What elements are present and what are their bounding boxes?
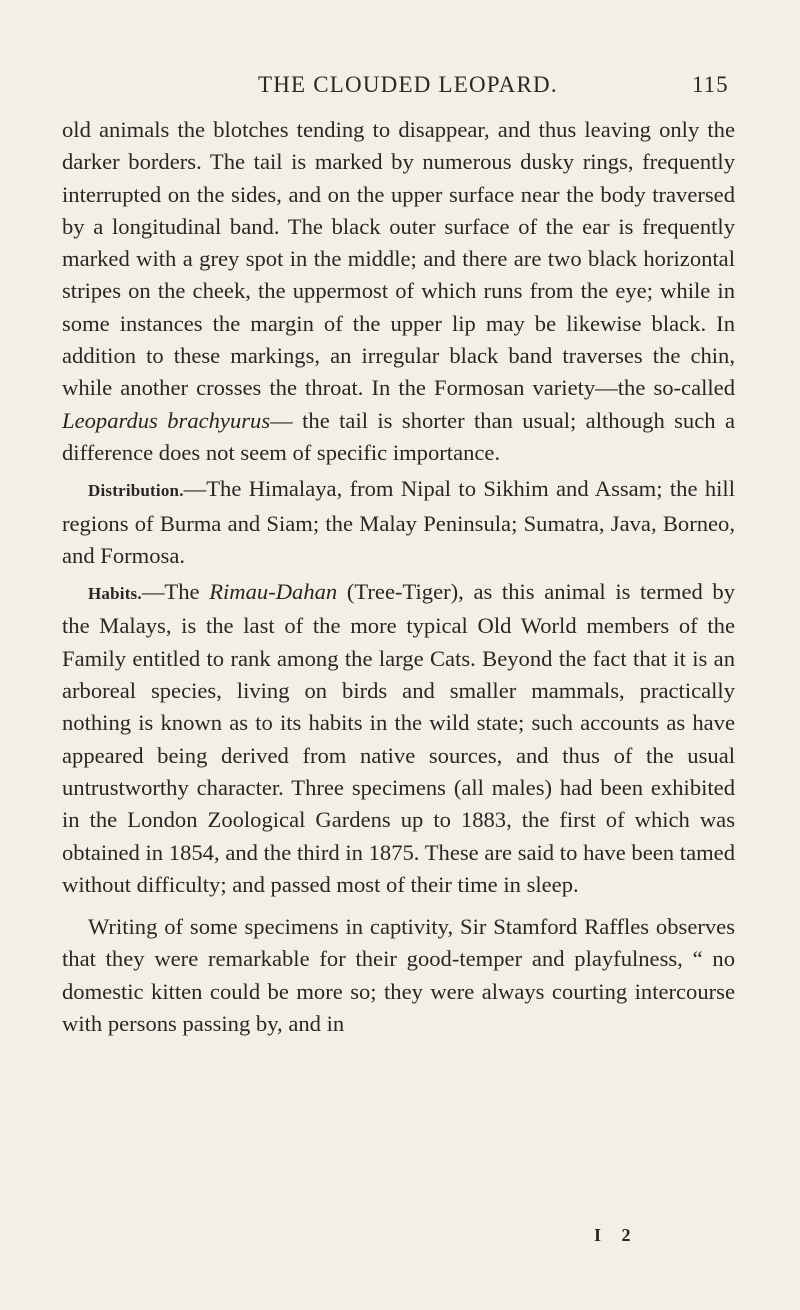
paragraph-text: — the tail is shorter than usual; although such a difference does not seem of specific importance.	[62, 407, 735, 465]
species-name-italic: Leopardus brachyurus	[62, 407, 271, 433]
paragraph-text: old animals the blotches tending to disappear, and thus leaving only the darker borders. The tail is marked by numerous dusky rings, frequently interrupted on the sides, and on the upper surface near the body traversed by a longitudinal band. The black outer surface of the ear is frequently marked with a grey spot in the middle; and there are two black horizontal stripes on the cheek, the uppermost of which runs from the eye; while in some instances the margin of the upper lip may be likewise black. In addition to these markings, an irregular black band traverses the chin, while another crosses the throat. In the Formosan variety—the so-called	[62, 117, 735, 401]
paragraph-description	[62, 114, 735, 469]
running-title: THE CLOUDED LEOPARD.	[258, 72, 558, 97]
page-number: 115	[692, 72, 729, 97]
paragraph-distribution	[62, 473, 735, 572]
paragraph-text: Writing of some specimens in captivity, Sir Stamford Raffles observes that they were remarkable for their good-temper and playfulness, “ no domestic kitten could be more so; they were always courting intercourse with persons passing by, and in	[62, 914, 735, 1037]
paragraph-habits	[62, 576, 735, 901]
body-text	[62, 114, 735, 1040]
page-header	[0, 72, 800, 106]
habits-heading: Habits.	[88, 584, 142, 604]
signature-mark: I 2	[594, 1225, 639, 1245]
distribution-heading: Distribution.	[88, 481, 184, 501]
habits-text: (Tree-Tiger), as this animal is termed by the Malays, is the last of the more typical Old World members of the Family entitled to rank among the large Cats. Beyond the fact that it is an arboreal species, living on birds and smaller mammals, practically nothing is known as to its habits in the wild state; such accounts as have appeared being derived from native sources, and thus of the usual untrustworthy character. Three specimens (all males) had been exhibited in the London Zoological Gardens up to 1883, the first of which was obtained in 1854, and the third in 1875. These are said to have been tamed without difficulty; and passed most of their time in sleep.	[62, 579, 735, 897]
paragraph-raffles	[62, 911, 735, 1040]
habits-text: —The	[141, 579, 210, 605]
native-name-italic: Rimau-Dahan	[209, 579, 338, 605]
distribution-text: —The Himalaya, from Nipal to Sikhim and Assam; the hill regions of Burma and Siam; the Malay Peninsula; Sumatra, Java, Borneo, and Formosa.	[62, 476, 735, 568]
